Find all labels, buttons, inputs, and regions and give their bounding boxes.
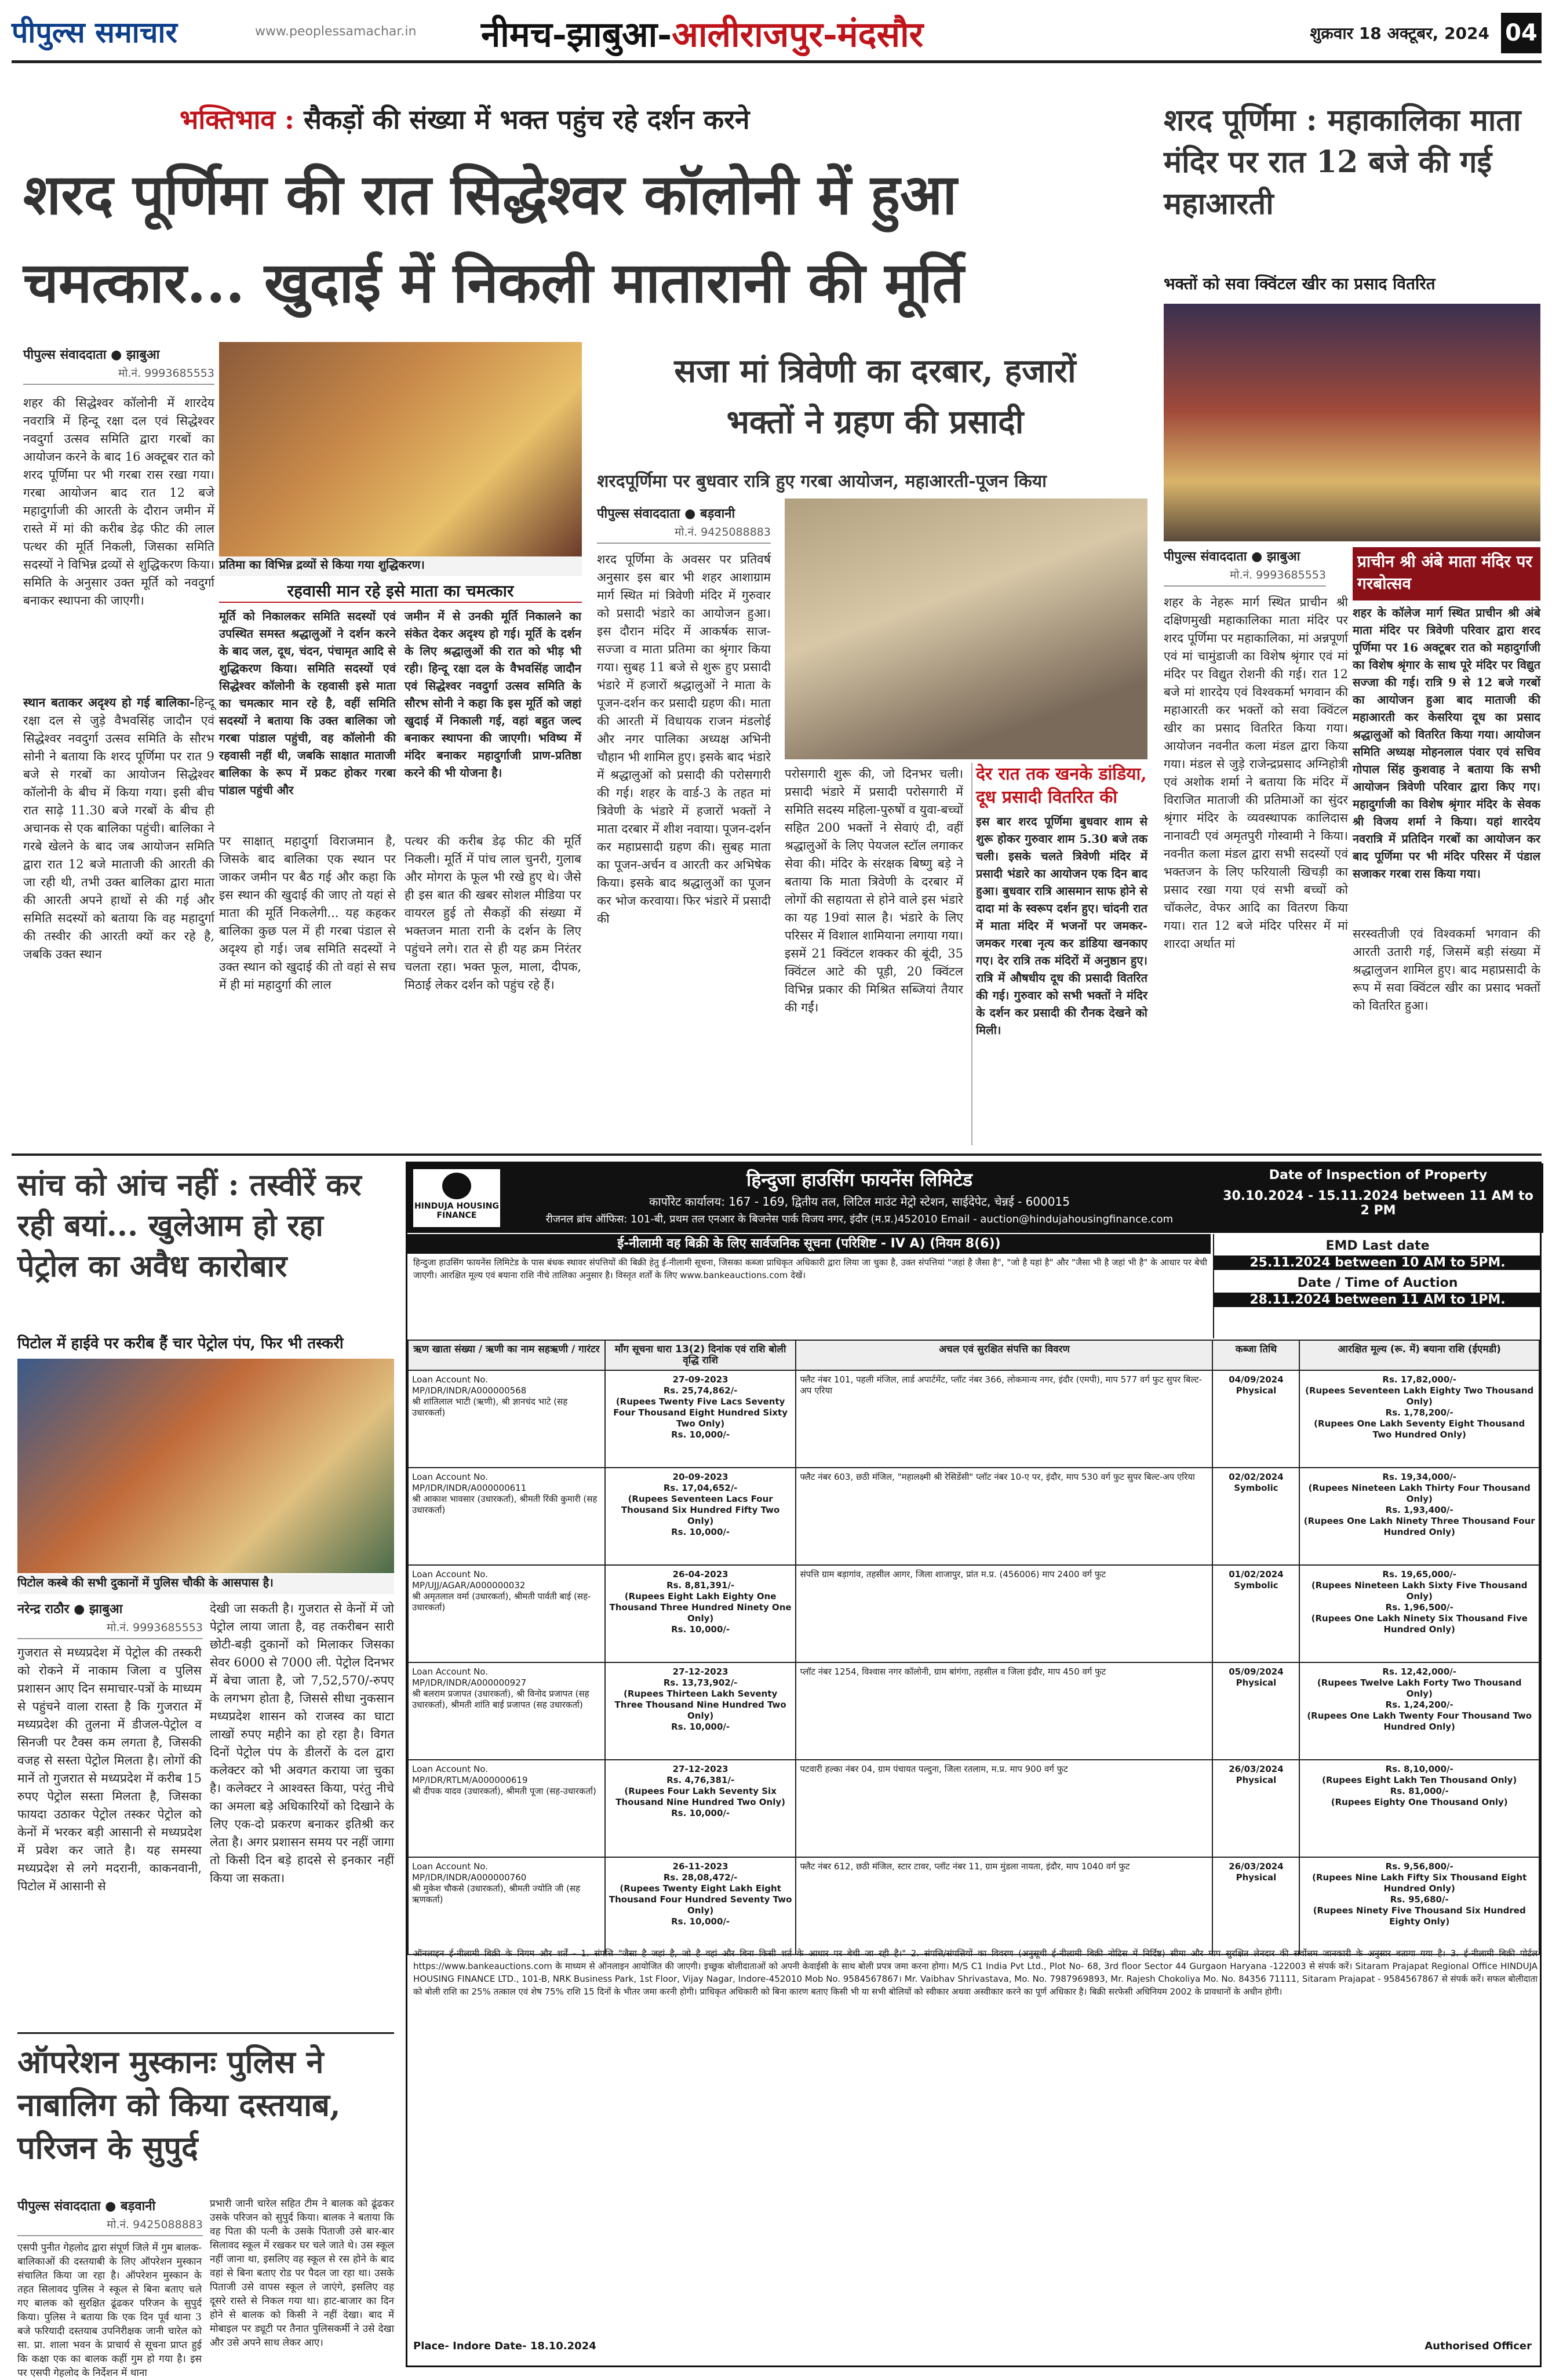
demand-amount: Rs. 17,04,652/- bbox=[663, 1483, 738, 1493]
loan-account: Loan Account No. MP/IDR/RTLM/A000000619 bbox=[412, 1764, 528, 1785]
hinduja-logo-icon bbox=[442, 1173, 471, 1199]
property-description: प्लॉट नंबर 1254, विश्वास नगर कॉलोनी, ग्राम बांगंगा, तहसील व जिला इंदौर, माप 450 वर्ग फुट bbox=[800, 1666, 1106, 1677]
possession-type: Symbolic bbox=[1234, 1580, 1278, 1591]
col-header-demand: माँग सूचना धारा 13(2) दिनांक एवं राशि बोली वृद्धि राशि bbox=[605, 1340, 796, 1370]
possession-type: Physical bbox=[1236, 1677, 1277, 1688]
petrol-mobile: मो.नं. 9993685553 bbox=[17, 1620, 203, 1639]
notice-date: 27-12-2023 bbox=[672, 1666, 728, 1677]
masthead-date: शुक्रवार 18 अक्टूबर, 2024 bbox=[1310, 24, 1489, 43]
mahakalika-box-headline: प्राचीन श्री अंबे माता मंदिर पर गरबोत्सव bbox=[1353, 547, 1540, 601]
cell-borrower bbox=[408, 1760, 605, 1857]
col-header-possession: कब्जा तिथि bbox=[1212, 1340, 1299, 1370]
reserve-words: (Rupees Twelve Lakh Forty Two Thousand Only) bbox=[1317, 1677, 1522, 1699]
auction-row bbox=[408, 1857, 1539, 1955]
cell-reserve bbox=[1299, 1370, 1539, 1468]
property-description: फ्लैट नंबर 603, छठी मंजिल, "महालक्ष्मी श्री रेसिडेंसी" प्लॉट नंबर 10-ए पर, इंदौर, माप 530 वर्ग फुट सुपर बिल्ट-अप एरिया bbox=[800, 1472, 1195, 1482]
reserve-words: (Rupees Nineteen Lakh Sixty Five Thousand Only) bbox=[1311, 1580, 1528, 1602]
cell-possession bbox=[1212, 1565, 1299, 1662]
ad-header bbox=[407, 1163, 1543, 1233]
property-description: फ्लैट नंबर 612, छठी मंजिल, स्टार टावर, प्लॉट नंबर 11, ग्राम मुंडला नायता, इंदौर, माप 1040 वर्ग फुट bbox=[800, 1861, 1130, 1872]
section-name-accent: आलीराजपुर-मंदसौर bbox=[672, 14, 924, 55]
ad-company-name: हिन्दुजा हाउसिंग फायनेंस लिमिटेड bbox=[746, 1169, 972, 1191]
cell-borrower bbox=[408, 1565, 605, 1662]
cell-property bbox=[796, 1370, 1212, 1468]
auction-label: Date / Time of Auction bbox=[1297, 1276, 1458, 1290]
cell-possession bbox=[1212, 1857, 1299, 1955]
cell-borrower bbox=[408, 1857, 605, 1955]
cell-property bbox=[796, 1565, 1212, 1662]
demand-words: (Rupees Four Lakh Seventy Six Thousand Nine Hundred Two Only) bbox=[615, 1786, 785, 1807]
demand-amount: Rs. 25,74,862/- bbox=[663, 1385, 738, 1396]
loan-account: Loan Account No. MP/IDR/INDR/A000000568 bbox=[412, 1374, 527, 1396]
cell-possession bbox=[1212, 1370, 1299, 1468]
cell-demand bbox=[605, 1468, 796, 1565]
triveni-box-headline: देर रात तक खनके डांडिया, दूध प्रसादी वितरित की bbox=[976, 764, 1147, 807]
petrol-photo-caption: पिटोल कस्बे की सभी दुकानों में पुलिस चौकी के आसपास है। bbox=[17, 1574, 394, 1594]
emd-label: EMD Last date bbox=[1325, 1239, 1430, 1253]
borrower-names: श्री अमृतलाल वर्मा (उधारकर्ता), श्रीमती पार्वती बाई (सह-उधारकर्ता) bbox=[412, 1591, 591, 1613]
demand-words: (Rupees Thirteen Lakh Seventy Three Thousand Nine Hundred Two Only) bbox=[614, 1688, 786, 1721]
masthead-divider bbox=[12, 60, 1542, 63]
auction-notice-ad bbox=[406, 1162, 1542, 2367]
col-header-reserve: आरक्षित मूल्य (रू. में) बयाना राशि (ईएमडी) bbox=[1299, 1340, 1539, 1370]
col-header-property: अचल एवं सुरक्षित संपत्ति का विवरण bbox=[796, 1340, 1212, 1370]
triveni-box-text: इस बार शरद पूर्णिमा बुधवार शाम से शुरू होकर गुरुवार शाम 5.30 बजे तक चली। इसके चलते त्रिवेणी मंदिर में प्रसादी भंडारे का आयोजन एक दिन बाद हुआ। बुधवार रात्रि आसमान साफ होने से दादा मां के स्वरूप दर्शन हुए। चांदनी रात में माता मंदिर में भजनों पर जमकर-जमकर गरबा नृत्य कर डांडिया खनकाए गए। देर रात्रि तक मंदिरों में अनुष्ठान हुए। रात्रि में औषधीय दूध की प्रसादी वितरित की गई। गुरुवार को सभी भक्तों ने मंदिर के दर्शन कर प्रसादी की रौनक देखने को मिली। bbox=[976, 814, 1147, 1037]
cell-possession bbox=[1212, 1662, 1299, 1760]
triveni-headline-line-1: सजा मां त्रिवेणी का दरबार, हजारों bbox=[674, 352, 1076, 390]
col-header-borrower: ऋण खाता संख्या / ऋणी का नाम सहऋणी / गारंटर bbox=[408, 1340, 605, 1370]
auction-row bbox=[408, 1565, 1539, 1662]
reserve-price: Rs. 8,10,000/- bbox=[1385, 1764, 1453, 1774]
lead-mobile: मो.नं. 9993685553 bbox=[23, 365, 214, 385]
muskaan-body-col1: एसपी पुनीत गेहलोद द्वारा संपूर्ण जिले में गुम बालक-बालिकाओं की दस्तयाबी के लिए ऑपरेशन मुस्कान संचालित किया जा रहा है। ऑपरेशन मुस्कान के तहत सिलावद पुलिस ने स्कूल से बिना बताए चले गए बालक को सुरक्षित ढूंढकर परिजन के सुपुर्द किया। पुलिस ने बताया कि एक दिन पूर्व थाना 3 बजे फरियादी दस्तयाब उपनिरीक्षक जानी चारेल को सा. प्रा. शाला भवन के प्राचार्य से सूचना प्राप्त हुई कि कक्षा एक का बालक कहीं गुम हो गया है। इस पर एसपी गेहलोद के निर्देशन में थाना bbox=[17, 2242, 202, 2379]
lead-body-col3b: पत्थर की करीब डेढ़ फीट की मूर्ति निकली। मूर्ति में पांच लाल चुनरी, गुलाब और मोगरा के फूल भी रखे हुए थे। जैसे ही इस बात की खबर सोशल मीडिया पर वायरल हुई तो सैकड़ों की संख्या में भक्तजन माता रानी के दर्शन के लिए पहुंचने लगे। रात से ही यह क्रम निरंतर चलता रहा। भक्त फूल, माला, दीपक, मिठाई लेकर दर्शन को पहुंच रहे हैं। bbox=[405, 834, 581, 992]
bid-increment: Rs. 10,000/- bbox=[671, 1527, 730, 1537]
loan-account: Loan Account No. MP/IDR/INDR/A000000760 bbox=[412, 1861, 527, 1883]
muskaan-mobile: मो.नं. 9425088883 bbox=[17, 2217, 203, 2236]
lead-kicker bbox=[180, 101, 1049, 138]
emd-words: (Rupees One Lakh Ninety Six Thousand Five Hundred Only) bbox=[1311, 1613, 1528, 1635]
triveni-body-col2: परोसगारी शुरू की, जो दिनभर चली। प्रसादी भंडारे में प्रसादी परोसगारी में समिति सदस्य महिला-पुरुषों व युवा-बच्चों सहित 200 भक्तों ने सेवाएं दी, वहीं श्रद्धालुओं के लिए पेयजल स्टॉल लगाकर सेवा की। मंदिर के संरक्षक बिष्णु बड़े ने बताया कि माता त्रिवेणी के दरबार में लोगों की सहायता से होने वाले इस भंडारे का यह 19वां साल है। भंडारे के लिए परिसर में विशाल शामियाना लगाया गया। इसमें 21 क्विंटल शक्कर की बूंदी, 35 क्विंटल आटे की पूड़ी, 20 क्विंटल विभिन्न प्रकार की मिश्रित सब्जियां तैयार की गईं। bbox=[785, 767, 963, 1014]
auction-row bbox=[408, 1662, 1539, 1760]
possession-date: 04/09/2024 bbox=[1229, 1374, 1284, 1385]
lead-col1b-label: स्थान बताकर अदृश्य हो गई बालिका- bbox=[23, 695, 195, 709]
cell-borrower bbox=[408, 1468, 605, 1565]
emd-amount: Rs. 1,78,200/- bbox=[1385, 1407, 1453, 1418]
masthead-website: www.peoplessamachar.in bbox=[255, 24, 417, 39]
place-date: Place- Indore Date- 18.10.2024 bbox=[413, 2340, 596, 2352]
loan-account: Loan Account No. MP/IDR/INDR/A000000927 bbox=[412, 1666, 527, 1688]
property-description: फ्लैट नंबर 101, पहली मंजिल, लार्ड अपार्टमेंट, प्लॉट नंबर 366, लोकमान्य नगर, इंदौर (एमपी), माप 577 वर्ग फुट सुपर बिल्ट-अप एरिया bbox=[800, 1374, 1203, 1396]
emd-amount: Rs. 1,24,200/- bbox=[1385, 1700, 1453, 1710]
auction-date: 28.11.2024 between 11 AM to 1PM. bbox=[1214, 1293, 1541, 1307]
emd-words: (Rupees Ninety Five Thousand Six Hundred Eighty Only) bbox=[1313, 1905, 1526, 1927]
cell-property bbox=[796, 1857, 1212, 1955]
lead-kicker-label: भक्तिभाव : bbox=[180, 104, 294, 135]
cell-borrower bbox=[408, 1370, 605, 1468]
bid-increment: Rs. 10,000/- bbox=[671, 1624, 730, 1635]
petrol-subhead: पिटोल में हाईवे पर करीब हैं चार पेट्रोल पंप, फिर भी तस्करी bbox=[17, 1335, 344, 1352]
triveni-mobile: मो.नं. 9425088883 bbox=[597, 524, 771, 544]
triveni-box bbox=[971, 763, 1147, 1145]
bid-increment: Rs. 10,000/- bbox=[671, 1916, 730, 1927]
petrol-headline: सांच को आंच नहीं : तस्वीरें कर रही बयां... खुलेआम हो रहा पेट्रोल का अवैध कारोबार bbox=[17, 1167, 362, 1284]
mahakalika-body-col1: शहर के नेहरू मार्ग स्थित प्राचीन श्री दक्षिणमुखी महाकालिका माता मंदिर पर शरद पूर्णिमा पर महाकालिका, मां अन्नपूर्णा एवं मां चामुंडाजी का विशेष श्रृंगार एवं मां मंदिर पर विद्युत रोशनी की गई। रात 12 बजे मां शारदेय एवं विश्वकर्मा भगवान की महाआरती कर भक्तों को सवा क्विंटल खीर का प्रसाद वितरित किया गया। आयोजन नवनीत कला मंडल द्वारा किया गया। मंडल से जुड़े राजेन्द्रप्रसाद अग्निहोत्री एवं अशोक शर्मा ने बताया कि मंदिर में विराजित माताजी की प्रतिमाओं का सुंदर श्रृंगार मंदिर के व्यवस्थापक कालिदास नानावटी एवं अमृतपुरी गोस्वामी ने किया। नवनीत कला मंडल द्वारा सभी सदस्यों एवं भक्तजन के लिए फरियाली खिचड़ी का प्रसाद रखा गया एवं सभी बच्चों को चॉकलेट, वेफर आदि का वितरण किया गया। रात 12 बजे मंदिर परिसर में मां शारदा अर्थात मां bbox=[1164, 595, 1348, 951]
reserve-words: (Rupees Nineteen Lakh Thirty Four Thousand Only) bbox=[1308, 1483, 1531, 1504]
ad-branch-office: रीजनल ब्रांच ऑफिस: 101-बी, प्रथम तल एनआर के बिजनेस पार्क विजय नगर, इंदौर (म.प्र.)452010 Email - auction@hindujahousingfinance.com bbox=[545, 1213, 1174, 1225]
possession-date: 02/02/2024 bbox=[1229, 1472, 1284, 1482]
borrower-names: श्री दीपक यादव (उधारकर्ता), श्रीमती पूजा (सह-उधारकर्ता) bbox=[412, 1786, 596, 1796]
demand-amount: Rs. 8,81,391/- bbox=[666, 1580, 735, 1591]
notice-title: ई-नीलामी वह बिक्री के लिए सार्वजनिक सूचना (परिशिष्ट - IV A) (नियम 8(6)) bbox=[407, 1234, 1211, 1254]
borrower-names: श्री बलराम प्रजापत (उधारकर्ता), श्री विनोद प्रजापत (सह उधारकर्ता), श्रीमती शांति बाई प्रजापत (सह उधारकर्ता) bbox=[412, 1688, 589, 1710]
demand-words: (Rupees Twenty Eight Lakh Eight Thousand Four Hundred Seventy Two Only) bbox=[609, 1883, 792, 1916]
petrol-body-col1: गुजरात से मध्यप्रदेश में पेट्रोल की तस्करी को रोकने में नाकाम जिला व पुलिस प्रशासन आए दिन समाचार-पत्रों के माध्यम से पहुंचने वाला रास्ता है कि गुजरात में मध्यप्रदेश की तुलना में डीजल-पेट्रोल व सिनजी पर टैक्स कम लगता है, जिसकी वजह से सस्ता पेट्रोल मिलता है। लोगों की मानें तो गुजरात से मध्यप्रदेश में करीब 15 रुपए पेट्रोल सस्ता मिलता है, जिसका फायदा उठाकर पेट्रोल तस्कर पेट्रोल को केनों में भरकर बड़ी आसानी से मध्यप्रदेश में प्रवेश कर जाते है। यह समस्या मध्यप्रदेश से लगे मदरानी, काकनवानी, पिटोल में आसानी से bbox=[17, 1646, 202, 1893]
lead-kicker-text: सैकड़ों की संख्या में भक्त पहुंच रहे दर्शन करने bbox=[303, 104, 750, 135]
petrol-byline: नरेन्द्र राठौर ● झाबुआ bbox=[17, 1602, 123, 1617]
cell-reserve bbox=[1299, 1565, 1539, 1662]
mahakalika-box bbox=[1353, 547, 1540, 918]
notice-date: 20-09-2023 bbox=[672, 1472, 728, 1482]
bid-increment: Rs. 10,000/- bbox=[671, 1722, 730, 1732]
ad-corp-office: कार्पोरेट कार्यालय: 167 - 169, द्वितीय तल, लिटिल माउंट मेट्रो स्टेशन, साईदेपेट, चेन्नई - 600015 bbox=[649, 1195, 1070, 1209]
cell-borrower bbox=[408, 1662, 605, 1760]
cell-reserve bbox=[1299, 1857, 1539, 1955]
property-description: संपत्ति ग्राम बड़ागांव, तहसील आगर, जिला शाजापुर, प्रांत म.प्र. (456006) माप 2400 वर्ग फुट bbox=[800, 1569, 1106, 1580]
auction-row bbox=[408, 1370, 1539, 1468]
triveni-byline: पीपुल्स संवाददाता ● बड़वानी bbox=[597, 507, 735, 521]
auction-table-body bbox=[408, 1370, 1539, 1955]
emd-words: (Rupees Eighty One Thousand Only) bbox=[1331, 1797, 1508, 1807]
triveni-photo bbox=[785, 498, 1147, 759]
demand-words: (Rupees Seventeen Lacs Four Thousand Six Hundred Fifty Two Only) bbox=[621, 1494, 780, 1526]
emd-words: (Rupees One Lakh Seventy Eight Thousand Two Hundred Only) bbox=[1314, 1418, 1525, 1440]
lead-subhead: रहवासी मान रहे इसे माता का चमत्कार bbox=[219, 580, 582, 603]
emd-amount: Rs. 1,93,400/- bbox=[1385, 1505, 1453, 1515]
lead-photo bbox=[219, 342, 582, 556]
emd-amount: Rs. 95,680/- bbox=[1390, 1894, 1449, 1905]
borrower-names: श्री मुकेश चौकसे (उधारकर्ता), श्रीमती ज्योति जी (सह ऋणकर्ता) bbox=[412, 1883, 581, 1905]
notice-date: 26-11-2023 bbox=[672, 1861, 728, 1872]
terms-conditions: ऑनलाइन ई-नीलामी बिक्री के नियम और शर्तें - 1. संपत्ति "जैसा है जहां है, जो है वहां और बिना किसी शर्त के आधार पर बेची जा रही है।" 2. संपत्ति/संपत्तियों का विवरण (अनुसूची ई-नीलामी बिक्री नोटिस में निर्दिष्ट) सीमा और माप सुरक्षित लेनदार की सर्वोत्तम जानकारी के अनुसार बताया गया है। 3. ई-नीलामी बिक्री पोर्टल https://www.bankeauctions.com के माध्यम से ऑनलाइन आयोजित की जाएगी। इच्छुक बोलीदाताओं को अपनी केवाईसी के साथ बोली प्रपत्र जमा करना होगा। M/S C1 India Pvt Ltd., Plot No- 68, 3rd floor Sector 44 Gurgaon Haryana -122003 से संपर्क करें। Sitaram Prajapat Regional Office HINDUJA HOUSING FINANCE LTD., 101-B, NRK Business Park, 1st Floor, Vijay Nagar, Indore-452010 Mob No. 9584567867। Mr. Vaibhav Shrivastava, Mo. No. 7987969893, Mr. Rajesh Chokoliya Mo. No. 84356 71111, Sitaram Prajapat - 9584567867 से संपर्क करें। सफल बोलीदाता को बोली राशि का 25% तत्काल एवं शेष 75% राशि 15 दिनों के भीतर जमा करनी होगी। प्राधिकृत अधिकारी को बिना कारण बताए किसी भी या सभी बोलियों को स्वीकार अथवा अस्वीकार करने का पूर्ण अधिकार है। बिक्री सरफेसी अधिनियम 2002 के प्रावधानों के अधीन होगी। bbox=[413, 1948, 1538, 1997]
possession-type: Physical bbox=[1236, 1385, 1277, 1396]
reserve-price: Rs. 17,82,000/- bbox=[1382, 1374, 1456, 1385]
auction-table bbox=[407, 1340, 1540, 1955]
mahakalika-body-col2: सरस्वतीजी एवं विश्वकर्मा भगवान की आरती उतारी गई, जिसमें बड़ी संख्या में श्रद्धालुजन शामिल हुए। बाद महाप्रसादी के रूप में सवा क्विंटल खीर का प्रसाद भक्तों को वितरित हुआ। bbox=[1353, 927, 1540, 1013]
loan-account: Loan Account No. MP/UJJ/AGAR/A000000032 bbox=[412, 1569, 526, 1591]
inspection-label: Date of Inspection of Property bbox=[1269, 1168, 1488, 1182]
possession-type: Symbolic bbox=[1234, 1483, 1278, 1493]
lead-headline-line-2: चमत्कार... खुदाई में निकली मातारानी की मूर्ति bbox=[23, 250, 964, 315]
masthead-section bbox=[481, 9, 1119, 56]
emd-amount: Rs. 81,000/- bbox=[1390, 1786, 1449, 1796]
muskaan-body-col2: प्रभारी जानी चारेल सहित टीम ने बालक को ढूंढकर उसके परिजन को सुपुर्द किया। बालक ने बताया कि वह पिता की पत्नी के उसके पिताजी उसे बार-बार सिलावद स्कूल में रखकर घर चले जाते थे। उस स्कूल नहीं जाना था, इसलिए वह स्कूल से रस होने के बाद वहां से बिना बताए रोड पर पैदल जा रहा था। उसके पिताजी उसे वापस स्कूल ले जाएंगे, इसलिए वह दूसरे रास्ते से निकल गया था। हाट-बाजार का दिन होने से बालक को किसी ने नहीं देखा। बाद में मोबाइल पर ड्यूटी पर तैनात पुलिसकर्मी ने उसे देखा और उसे अपने साथ लेकर आए। bbox=[210, 2198, 394, 2349]
triveni-subhead: शरदपूर्णिमा पर बुधवार रात्रि हुए गरबा आयोजन, महाआरती-पूजन किया bbox=[597, 471, 1047, 492]
lead-body-col1: शहर की सिद्धेश्वर कॉलोनी में शारदेय नवरात्रि में हिन्दू रक्षा दल एवं सिद्धेश्वर नवदुर्गा उत्सव समिति द्वारा गरबों का आयोजन करने के बाद 16 अक्टूबर रात को शरद पूर्णिमा पर भी गरबा रास रखा गया। गरबा आयोजन बाद रात 12 बजे महादुर्गाजी की आरती के दौरान जमीन में रास्ते में मां की करीब डेढ़ फीट की लाल पत्थर की मूर्ति निकली, जिसका समिति सदस्यों ने विभिन्न द्रव्यों से शुद्धिकरण किया। समिति के अनुसार उक्त मूर्ति को नवदुर्गा बनाकर स्थापना की जाएगी। bbox=[23, 396, 214, 607]
mahakalika-box-text: शहर के कॉलेज मार्ग स्थित प्राचीन श्री अंबे माता मंदिर पर त्रिवेणी परिवार द्वारा शरद पूर्णिमा पर 16 अक्टूबर रात को महादुर्गाजी का विशेष श्रृंगार के साथ पूरे मंदिर पर विद्युत सज्जा की गई। रात्रि 9 से 12 बजे गरबों का आयोजन हुआ बाद माताजी की महाआरती कर केसरिया दूध का प्रसाद श्रद्धालुओं को वितरित किया गया। आयोजन समिति अध्यक्ष मोहनलाल पंवार एवं सचिव गोपाल सिंह कुशवाह ने बताया कि सभी आयोजन त्रिवेणी परिवार द्वारा किए गए। महादुर्गाजी का विशेष श्रृंगार मंदिर के सेवक श्री विजय शर्मा ने किया। यहां शारदेय नवरात्रि में प्रतिदिन गरबों का आयोजन कर बाद पूर्णिमा पर भी मंदिर परिसर में पंडाल सजाकर गरबा रास किया गया। bbox=[1353, 606, 1540, 880]
cell-demand bbox=[605, 1565, 796, 1662]
mahakalika-headline: शरद पूर्णिमा : महाकालिका माता मंदिर पर रात 12 बजे की गई महाआरती bbox=[1164, 103, 1521, 221]
reserve-price: Rs. 19,65,000/- bbox=[1382, 1569, 1456, 1580]
reserve-price: Rs. 12,42,000/- bbox=[1382, 1666, 1456, 1677]
demand-amount: Rs. 28,08,472/- bbox=[663, 1872, 738, 1883]
lead-body-col2: मूर्ति को निकालकर समिति सदस्यों एवं उपस्थित समस्त श्रद्धालुओं ने दर्शन करने के बाद जल, दूध, चंदन, पंचामृत आदि से शुद्धिकरण किया। समिति सदस्यों एवं सिद्धेश्वर कॉलोनी के रहवासी इसे माता का चमत्कार मान रहे है, वहीं समिति सदस्यों ने बताया कि उक्त बालिका जो गरबा पांडाल पहुंची, वह कॉलोनी की रहवासी नहीं थी, जबकि साक्षात माताजी बालिका के रूप में प्रकट होकर गरबा पांडाल पहुंची और bbox=[219, 609, 396, 797]
property-description: पटवारी हल्का नंबर 04, ग्राम पंचायत पल्दुना, जिला रतलाम, म.प्र. माप 900 वर्ग फुट bbox=[800, 1764, 1068, 1774]
demand-amount: Rs. 4,76,381/- bbox=[666, 1775, 735, 1785]
possession-date: 26/03/2024 bbox=[1229, 1764, 1284, 1774]
borrower-names: श्री शांतिलाल भाटी (ऋणी), श्री ज्ञानचंद भाटे (सह उधारकर्ता) bbox=[412, 1396, 568, 1418]
cell-possession bbox=[1212, 1760, 1299, 1857]
cell-reserve bbox=[1299, 1662, 1539, 1760]
bid-increment: Rs. 10,000/- bbox=[671, 1808, 730, 1818]
cell-demand bbox=[605, 1760, 796, 1857]
reserve-price: Rs. 19,34,000/- bbox=[1382, 1472, 1456, 1482]
possession-date: 01/02/2024 bbox=[1229, 1569, 1284, 1580]
lead-body-col1b bbox=[23, 693, 214, 1145]
emd-amount: Rs. 1,96,500/- bbox=[1385, 1602, 1453, 1613]
reserve-words: (Rupees Seventeen Lakh Eighty Two Thousand Only) bbox=[1305, 1385, 1534, 1407]
lead-headline-line-1: शरद पूर्णिमा की रात सिद्धेश्वर कॉलोनी में हुआ bbox=[23, 162, 957, 227]
authorised-officer: Authorised Officer bbox=[1425, 2340, 1532, 2352]
mahakalika-photo bbox=[1164, 304, 1540, 541]
section-name: नीमच-झाबुआ- bbox=[481, 14, 672, 55]
key-dates bbox=[1213, 1234, 1541, 1338]
fold-divider bbox=[12, 1153, 1542, 1156]
muskaan-byline: पीपुल्स संवाददाता ● बड़वानी bbox=[17, 2199, 156, 2214]
lead-col1b-text: हिन्दू रक्षा दल से जुड़े वैभवसिंह जादौन एवं सिद्धेश्वर नवदुर्गा उत्सव समिति के सौरभ सोनी ने बताया कि शरद पूर्णिमा पर रात 9 बजे से गरबों का आयोजन सिद्धेश्वर कॉलोनी के बीच में किया गया। इसी बीच रात साढ़े 11.30 बजे गरबों के बीच ही अचानक से एक बालिका पहुंची। बालिका ने गरबे खेलने के बाद जब आयोजन समिति द्वारा रात 12 बजे माताजी की आरती की जा रही थी, तभी उक्त बालिका द्वारा माता की आरती अपने हाथों से की गई और समिति सदस्यों को बताया कि वह महादुर्गा की तस्वीर की आरती क्यों कर रहे है, जबकि उक्त स्थान bbox=[23, 696, 214, 961]
emd-words: (Rupees One Lakh Twenty Four Thousand Two Hundred Only) bbox=[1307, 1711, 1532, 1732]
cell-demand bbox=[605, 1370, 796, 1468]
cell-demand bbox=[605, 1662, 796, 1760]
bid-increment: Rs. 10,000/- bbox=[671, 1429, 730, 1440]
notice-date: 27-12-2023 bbox=[672, 1764, 728, 1774]
borrower-names: श्री आकाश भावसार (उधारकर्ता), श्रीमती रिंकी कुमारी (सह उधारकर्ता) bbox=[412, 1494, 598, 1515]
petrol-divider bbox=[17, 2032, 394, 2034]
page-number: 04 bbox=[1501, 13, 1542, 53]
hinduja-logo bbox=[413, 1169, 500, 1227]
triveni-headline-line-2: भक्तों ने ग्रहण की प्रसादी bbox=[726, 403, 1024, 441]
masthead bbox=[12, 7, 1542, 58]
possession-date: 26/03/2024 bbox=[1229, 1861, 1284, 1872]
emd-words: (Rupees One Lakh Ninety Three Thousand Four Hundred Only) bbox=[1303, 1516, 1535, 1537]
emd-date: 25.11.2024 between 10 AM to 5PM. bbox=[1214, 1255, 1541, 1270]
brand-name: HINDUJA HOUSING FINANCE bbox=[414, 1202, 500, 1220]
cell-property bbox=[796, 1468, 1212, 1565]
lead-photo-caption: प्रतिमा का विभिन्न द्रव्यों से किया गया शुद्धिकरण। bbox=[219, 556, 582, 576]
reserve-words: (Rupees Eight Lakh Ten Thousand Only) bbox=[1322, 1775, 1517, 1785]
loan-account: Loan Account No. MP/IDR/INDR/A000000611 bbox=[412, 1472, 527, 1493]
possession-date: 05/09/2024 bbox=[1229, 1666, 1284, 1677]
auction-row bbox=[408, 1468, 1539, 1565]
demand-words: (Rupees Twenty Five Lacs Seventy Four Thousand Eight Hundred Sixty Two Only) bbox=[613, 1396, 788, 1429]
cell-reserve bbox=[1299, 1760, 1539, 1857]
cell-property bbox=[796, 1760, 1212, 1857]
mahakalika-subhead: भक्तों को सवा क्विंटल खीर का प्रसाद वितरित bbox=[1164, 274, 1436, 293]
petrol-photo bbox=[17, 1359, 394, 1573]
auction-table-header bbox=[408, 1340, 1539, 1370]
reserve-price: Rs. 9,56,800/- bbox=[1385, 1861, 1453, 1872]
possession-type: Physical bbox=[1236, 1872, 1277, 1883]
notice-body: हिन्दुजा हाउसिंग फायनेंस लिमिटेड के पास बंधक स्थावर संपत्तियों की बिक्री हेतु ई-नीलामी सूचना, जिसका कब्जा प्राधिकृत अधिकारी द्वारा लिया जा चुका है, उक्त संपत्तियां "जहां है जैसा है", "जो है यहां है" और "जैसा भी है जहां भी है" के आधार पर बेची जाएगी। आरक्षित मूल्य एवं बयाना राशि नीचे तालिका अनुसार है। विस्तृत शर्तों के लिए www.bankeauctions.com देखें। bbox=[413, 1257, 1207, 1280]
possession-type: Physical bbox=[1236, 1775, 1277, 1785]
masthead-logo: पीपुल्स समाचार bbox=[12, 15, 177, 49]
notice-date: 26-04-2023 bbox=[672, 1569, 728, 1580]
auction-row bbox=[408, 1760, 1539, 1857]
lead-byline: पीपुल्स संवाददाता ● झाबुआ bbox=[23, 348, 160, 362]
notice-date: 27-09-2023 bbox=[672, 1374, 728, 1385]
mahakalika-mobile: मो.नं. 9993685553 bbox=[1164, 567, 1326, 587]
reserve-words: (Rupees Nine Lakh Fifty Six Thousand Eight Hundred Only) bbox=[1312, 1872, 1527, 1894]
muskaan-headline: ऑपरेशन मुस्कानः पुलिस ने नाबालिग को किया दस्तयाब, परिजन के सुपुर्द bbox=[17, 2043, 341, 2166]
mahakalika-byline: पीपुल्स संवाददाता ● झाबुआ bbox=[1164, 549, 1300, 564]
inspection-date: 30.10.2024 - 15.11.2024 between 11 AM to 2 PM bbox=[1223, 1189, 1533, 1218]
cell-property bbox=[796, 1662, 1212, 1760]
demand-words: (Rupees Eight Lakh Eighty One Thousand Three Hundred Ninety One Only) bbox=[609, 1591, 792, 1624]
lead-body-col2b: पर साक्षात् महादुर्गा विराजमान है, जिसके बाद बालिका एक स्थान पर जाकर जमीन पर बैठ गई और कहा कि इस स्थान की खुदाई की जाए तो यहां से माता की मूर्ति निकलेगी... यह कहकर बालिका कुछ पल में ही गरबा पंडाल से अदृश्य हो गई। जब समिति सदस्यों ने उक्त स्थान को खुदाई की तो वहां से सच में ही मां महादुर्गा की लाल bbox=[219, 834, 396, 992]
cell-reserve bbox=[1299, 1468, 1539, 1565]
triveni-body-col1: शरद पूर्णिमा के अवसर पर प्रतिवर्ष अनुसार इस बार भी शहर आशाग्राम मार्ग स्थित मां त्रिवेणी मंदिर में गुरुवार को प्रसादी भंडारे का आयोजन हुआ। इस दौरान मंदिर में आकर्षक साज-सज्जा व माता प्रतिमा का श्रृंगार किया गया। सुबह 11 बजे से शुरू हुए प्रसादी भंडारे में हजारों श्रद्धालुओं ने माता के पूजन-दर्शन कर प्रसादी ग्रहण की। माता की आरती में विधायक राजन मंडलोई और नगर पालिका अध्यक्ष अभिनी चौहान भी शामिल हुए। इसके बाद भंडारे में श्रद्धालुओं को प्रसादी की परोसगारी की गई। शहर के वार्ड-3 के तहत मां त्रिवेणी के भंडारे में हजारों भक्तों ने माता दरबार में शीश नवाया। पूजन-दर्शन कर महाप्रसादी ग्रहण की। सुबह माता का पूजन-अर्चन व आरती कर अभिषेक किया। इसके बाद श्रद्धालुओं का पूजन कर भोज करवाया। फिर भंडारे में प्रसादी की bbox=[597, 552, 771, 926]
petrol-body-col2: देखी जा सकती है। गुजरात से केनों में जो पेट्रोल लाया जाता है, वह तकरीबन सारी छोटी-बड़ी दुकानों को मिलाकर जिसका सेवर 6000 से 7000 ली. पेट्रोल दिनभर में बेचा जाता है, जो 7,52,570/-रुपए के लगभग होता है, जिससे सीधा नुकसान मध्यप्रदेश शासन को राजस्व का घाटा लाखों रुपए महीने का हो रहा है। विगत दिनों पेट्रोल पंप के डीलरों के दल द्वारा कलेक्टर को भी अवगत कराया जा चुका है। कलेक्टर ने आश्वस्त किया, परंतु नीचे का अमला बड़े अधिकारियों को दिखाने के लिए एक-दो प्रकरण बनाकर इतिश्री कर लेता है। अगर प्रशासन समय पर नहीं जागा तो किसी दिन बड़े हादसे से इनकार नहीं किया जा सकता। bbox=[210, 1602, 394, 1885]
demand-amount: Rs. 13,73,902/- bbox=[663, 1677, 738, 1688]
cell-demand bbox=[605, 1857, 796, 1955]
cell-possession bbox=[1212, 1468, 1299, 1565]
lead-body-col3: जमीन में से उनकी मूर्ति निकालने का संकेत देकर अदृश्य हो गई। मूर्ति के दर्शन के लिए श्रद्धालुओं की रात को भीड़ भी रही। हिन्दू रक्षा दल के वैभवसिंह जादौन एवं सिद्धेश्वर नवदुर्गा उत्सव समिति के सौरभ सोनी ने कहा कि इस मूर्ति को जहां खुदाई में निकाली गई, वहां बहुत जल्द बनाकर स्थापना की जाएगी। भविष्य में मंदिर बनाकर महादुर्गाजी प्राण-प्रतिष्ठा करने की भी योजना है। bbox=[405, 609, 581, 780]
